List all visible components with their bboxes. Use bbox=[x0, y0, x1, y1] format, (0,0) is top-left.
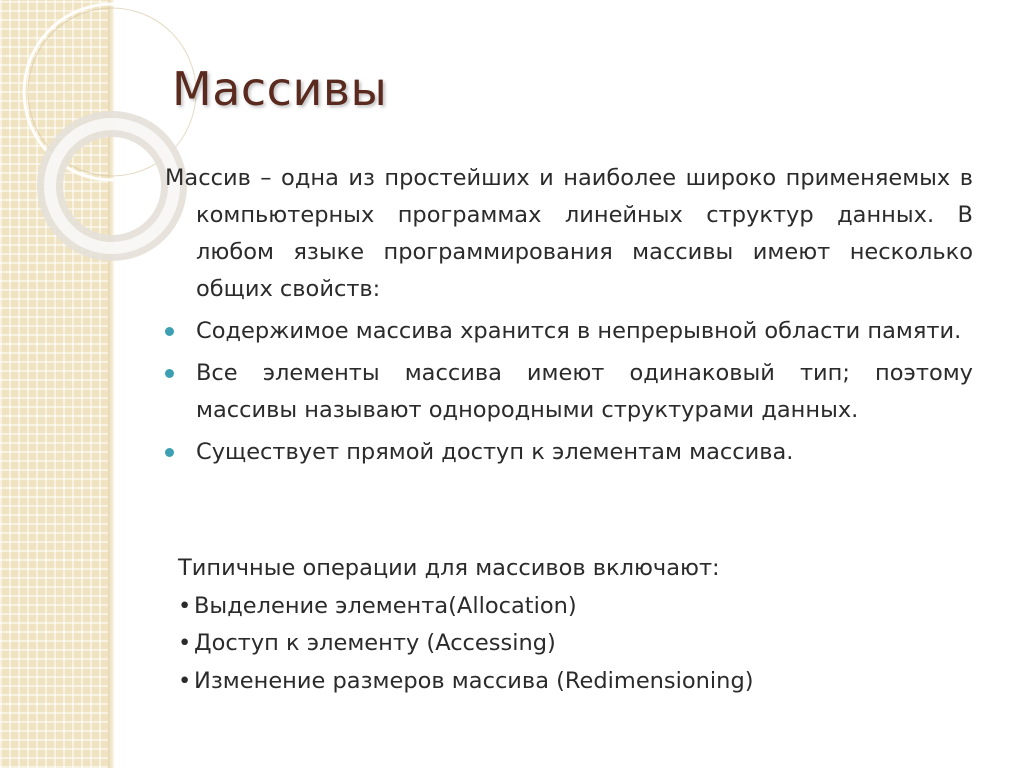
operation-text: Доступ к элементу (Accessing) bbox=[194, 630, 556, 656]
decorative-band-edge bbox=[108, 0, 114, 768]
bullet-mark-icon: • bbox=[178, 630, 192, 656]
operations-heading: Типичные операции для массивов включают: bbox=[178, 555, 720, 581]
bullet-dot-icon bbox=[165, 369, 174, 378]
bullet-text: Существует прямой доступ к элементам массива. bbox=[196, 439, 794, 465]
bullet-mark-icon: • bbox=[178, 592, 192, 619]
operations-block bbox=[178, 550, 968, 700]
operation-text: Выделение элемента(Allocation) bbox=[194, 592, 577, 619]
operation-item bbox=[178, 625, 968, 663]
slide-body bbox=[165, 160, 973, 476]
slide-title: Массивы bbox=[172, 62, 388, 116]
bullet-mark-icon: • bbox=[178, 667, 192, 694]
intro-paragraph: Массив – одна из простейших и наиболее широко применяемых в компьютерных программах линейных структур данных. В любом языке программирования массивы имеют несколько общих свойств: bbox=[165, 165, 973, 302]
bullet-text: Все элементы массива имеют одинаковый тип; поэтому массивы называют однородными структурами данных. bbox=[196, 360, 973, 423]
operation-item bbox=[178, 663, 968, 701]
bullet-dot-icon bbox=[165, 327, 174, 336]
operation-text: Изменение размеров массива (Redimensioning) bbox=[194, 667, 754, 694]
bullet-dot-icon bbox=[165, 448, 174, 457]
decorative-left-band bbox=[0, 0, 110, 768]
operation-item bbox=[178, 588, 968, 626]
bullet-item bbox=[165, 313, 973, 350]
bullet-item bbox=[165, 434, 973, 471]
bullet-item bbox=[165, 355, 973, 429]
bullet-text: Содержимое массива хранится в непрерывной области памяти. bbox=[196, 318, 962, 344]
